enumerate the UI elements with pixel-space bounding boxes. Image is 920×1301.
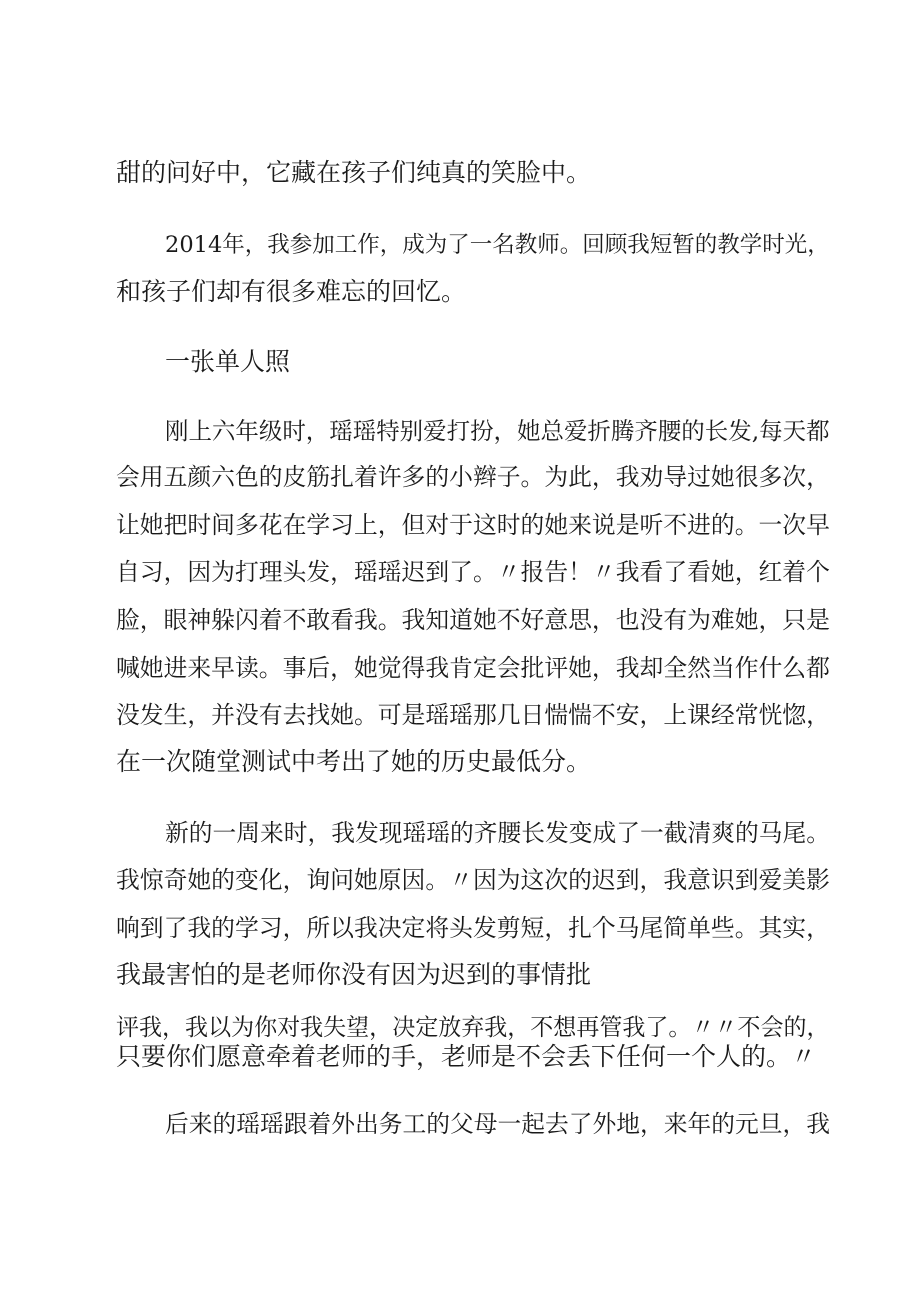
text-line: 只要你们愿意牵着老师的手，老师是不会丢下任何一个人的。〃 (116, 1042, 817, 1071)
section-heading: 一张单人照 (165, 347, 291, 376)
text-line: 喊她进来早读。事后，她觉得我肯定会批评她，我却全然当作什么都 (116, 654, 830, 682)
text-line: 会用五颜六色的皮筋扎着许多的小辫子。为此，我劝导过她很多次， (116, 463, 830, 491)
text-line: 新的一周来时，我发现瑶瑶的齐腰长发变成了一截清爽的马尾。 (165, 819, 831, 847)
text-line: 后来的瑶瑶跟着外出务工的父母一起去了外地，来年的元旦，我 (165, 1110, 831, 1138)
text-line: 我惊奇她的变化，询问她原因。〃因为这次的迟到，我意识到爱美影 (116, 866, 830, 894)
text-line: 自习，因为打理头发，瑶瑶迟到了。〃报告！〃我看了看她，红着个 (116, 558, 830, 586)
text-line: 脸，眼神躲闪着不敢看我。我知道她不好意思，也没有为难她，只是 (116, 606, 830, 634)
text-line: 在一次随堂测试中考出了她的历史最低分。 (116, 747, 592, 776)
text-line: 我最害怕的是老师你没有因为迟到的事情批 (116, 960, 592, 989)
text-line: 没发生，并没有去找她。可是瑶瑶那几日惴惴不安，上课经常恍惚， (116, 701, 830, 729)
text-line: 刚上六年级时，瑶瑶特别爱打扮，她总爱折腾齐腰的长发,每天都 (165, 417, 830, 445)
text-line: 甜的问好中，它藏在孩子们纯真的笑脸中。 (116, 158, 592, 187)
text-line: 评我，我以为你对我失望，决定放弃我，不想再管我了。〃〃不会的， (116, 1015, 830, 1041)
text-line: 响到了我的学习，所以我决定将头发剪短，扎个马尾简单些。其实， (116, 914, 830, 942)
text-line: 2014年，我参加工作，成为了一名教师。回顾我短暂的教学时光， (165, 232, 830, 258)
text-line: 和孩子们却有很多难忘的回忆。 (116, 277, 467, 306)
text-line: 让她把时间多花在学习上，但对于这时的她来说是听不进的。一次早 (116, 511, 830, 539)
